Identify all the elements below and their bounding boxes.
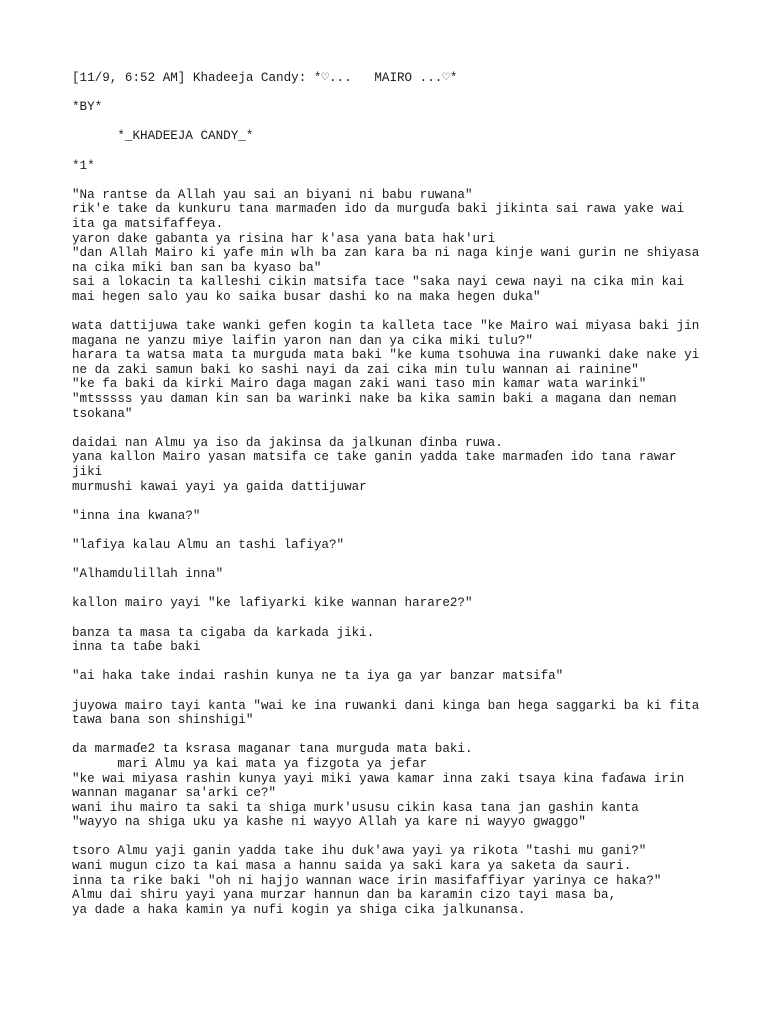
text-line: "Na rantse da Allah yau sai an biyani ni babu ruwana" bbox=[72, 187, 473, 202]
text-line: mari Almu ya kai mata ya fizgota ya jefar bbox=[72, 756, 428, 771]
text-line: yaron dake gabanta ya risina har k'asa yana bata hak'uri bbox=[72, 231, 496, 246]
text-line: [11/9, 6:52 AM] Khadeeja Candy: *♡... MAIRO ...♡* bbox=[72, 71, 458, 85]
text-line: mai hegen salo yau ko saika busar dashi ko na maka hegen duka" bbox=[72, 289, 541, 304]
text-line: *BY* bbox=[72, 100, 103, 115]
blank-line bbox=[72, 830, 732, 845]
text-line: murmushi kawai yayi ya gaida dattijuwar bbox=[72, 479, 367, 494]
text-line: wannan maganar sa'arki ce?" bbox=[72, 786, 277, 801]
text-line: Almu dai shiru yayi yana murzar hannun dan ba karamin cizo tayi masa ba, bbox=[72, 888, 617, 903]
text-line: "lafiya kalau Almu an tashi lafiya?" bbox=[72, 538, 345, 552]
blank-line bbox=[72, 115, 732, 130]
text-line: ya dade a haka kamin ya nufi kogin ya shiga cika jalkunansa. bbox=[72, 902, 526, 917]
blank-line bbox=[72, 611, 732, 626]
text-line: inna ta taɓe baki bbox=[72, 640, 201, 655]
blank-line bbox=[72, 494, 732, 509]
blank-line bbox=[72, 655, 732, 670]
text-line: kallon mairo yayi "ke lafiyarki kike wannan harare2?" bbox=[72, 596, 473, 611]
blank-line bbox=[72, 553, 732, 568]
text-line: wani mugun cizo ta kai masa a hannu saida ya saki kara ya saketa da sauri. bbox=[72, 859, 632, 874]
blank-line bbox=[72, 523, 732, 538]
blank-line bbox=[72, 173, 732, 188]
text-line: "ke fa baki da kirki Mairo daga magan zaki wani taso min kamar wata warinki" bbox=[72, 377, 647, 392]
text-line: "wayyo na shiga uku ya kashe ni wayyo Allah ya kare ni wayyo gwaggo" bbox=[72, 815, 586, 830]
text-line: wata dattijuwa take wanki gefen kogin ta kalleta tace "ke Mairo wai miyasa baki jin bbox=[72, 319, 700, 334]
text-line: na cika miki ban san ba kyaso ba" bbox=[72, 260, 322, 275]
text-line: "ai haka take indai rashin kunya ne ta iya ga yar banzar matsifa" bbox=[72, 669, 564, 684]
text-line: daidai nan Almu ya iso da jakinsa da jalkunan ɗinba ruwa. bbox=[72, 435, 503, 450]
blank-line bbox=[72, 728, 732, 743]
text-line: rik'e take da kunkuru tana marmaɗen ido da murguɗa baki jikinta sai rawa yake wai bbox=[72, 202, 685, 217]
text-line: "ke wai miyasa rashin kunya yayi miki yawa kamar inna zaki tsaya kina faɗawa irin bbox=[72, 771, 685, 786]
blank-line bbox=[72, 144, 732, 159]
text-line: ita ga matsifaffeya. bbox=[72, 216, 224, 231]
blank-line bbox=[72, 421, 732, 436]
blank-line bbox=[72, 86, 732, 101]
blank-line bbox=[72, 684, 732, 699]
text-line: *_KHADEEJA CANDY_* bbox=[72, 129, 254, 144]
text-line: banza ta masa ta cigaba da karkada jiki. bbox=[72, 625, 375, 640]
text-line: "inna ina kwana?" bbox=[72, 508, 201, 523]
document-body bbox=[72, 71, 732, 917]
text-line: "mtsssss yau daman kin san ba warinki nake ba kika samin baki a magana dan neman bbox=[72, 392, 677, 407]
text-line: da marmaɗe2 ta ksrasa maganar tana murguda mata baki. bbox=[72, 742, 473, 757]
text-line: tsokana" bbox=[72, 406, 133, 421]
text-line: jiki bbox=[72, 465, 103, 480]
text-line: "Alhamdulillah inna" bbox=[72, 567, 224, 582]
text-line: tsoro Almu yaji ganin yadda take ihu duk'awa yayi ya rikota "tashi mu gani?" bbox=[72, 844, 647, 859]
text-line: inna ta rike baki "oh ni hajjo wannan wace irin masifaffiyar yarinya ce haka?" bbox=[72, 873, 662, 888]
text-line: "dan Allah Mairo ki yafe min wlh ba zan kara ba ni naga kinje wani gurin ne shiyasa bbox=[72, 246, 700, 261]
text-line: magana ne yanzu miye laifin yaron nan dan ya cika miki tulu?" bbox=[72, 333, 534, 348]
text-line: ne da zaki samun baki ko sashi nayi da zai cika min tulu wannan ai rainine" bbox=[72, 362, 639, 377]
blank-line bbox=[72, 305, 732, 320]
text-line: sai a lokacin ta kalleshi cikin matsifa tace "saka nayi cewa nayi na cika min kai bbox=[72, 275, 685, 290]
text-line: tawa bana son shinshigi" bbox=[72, 713, 254, 728]
text-line: yana kallon Mairo yasan matsifa ce take ganin yadda take marmaɗen ido tana rawar bbox=[72, 450, 677, 465]
text-line: *1* bbox=[72, 158, 95, 173]
blank-line bbox=[72, 582, 732, 597]
text-line: harara ta watsa mata ta murguda mata baki "ke kuma tsohuwa ina ruwanki dake nake yi bbox=[72, 348, 700, 363]
text-line: juyowa mairo tayi kanta "wai ke ina ruwanki dani kinga ban hega saggarki ba ki fita bbox=[72, 698, 700, 713]
text-line: wani ihu mairo ta saki ta shiga murk'ususu cikin kasa tana jan gashin kanta bbox=[72, 800, 639, 815]
